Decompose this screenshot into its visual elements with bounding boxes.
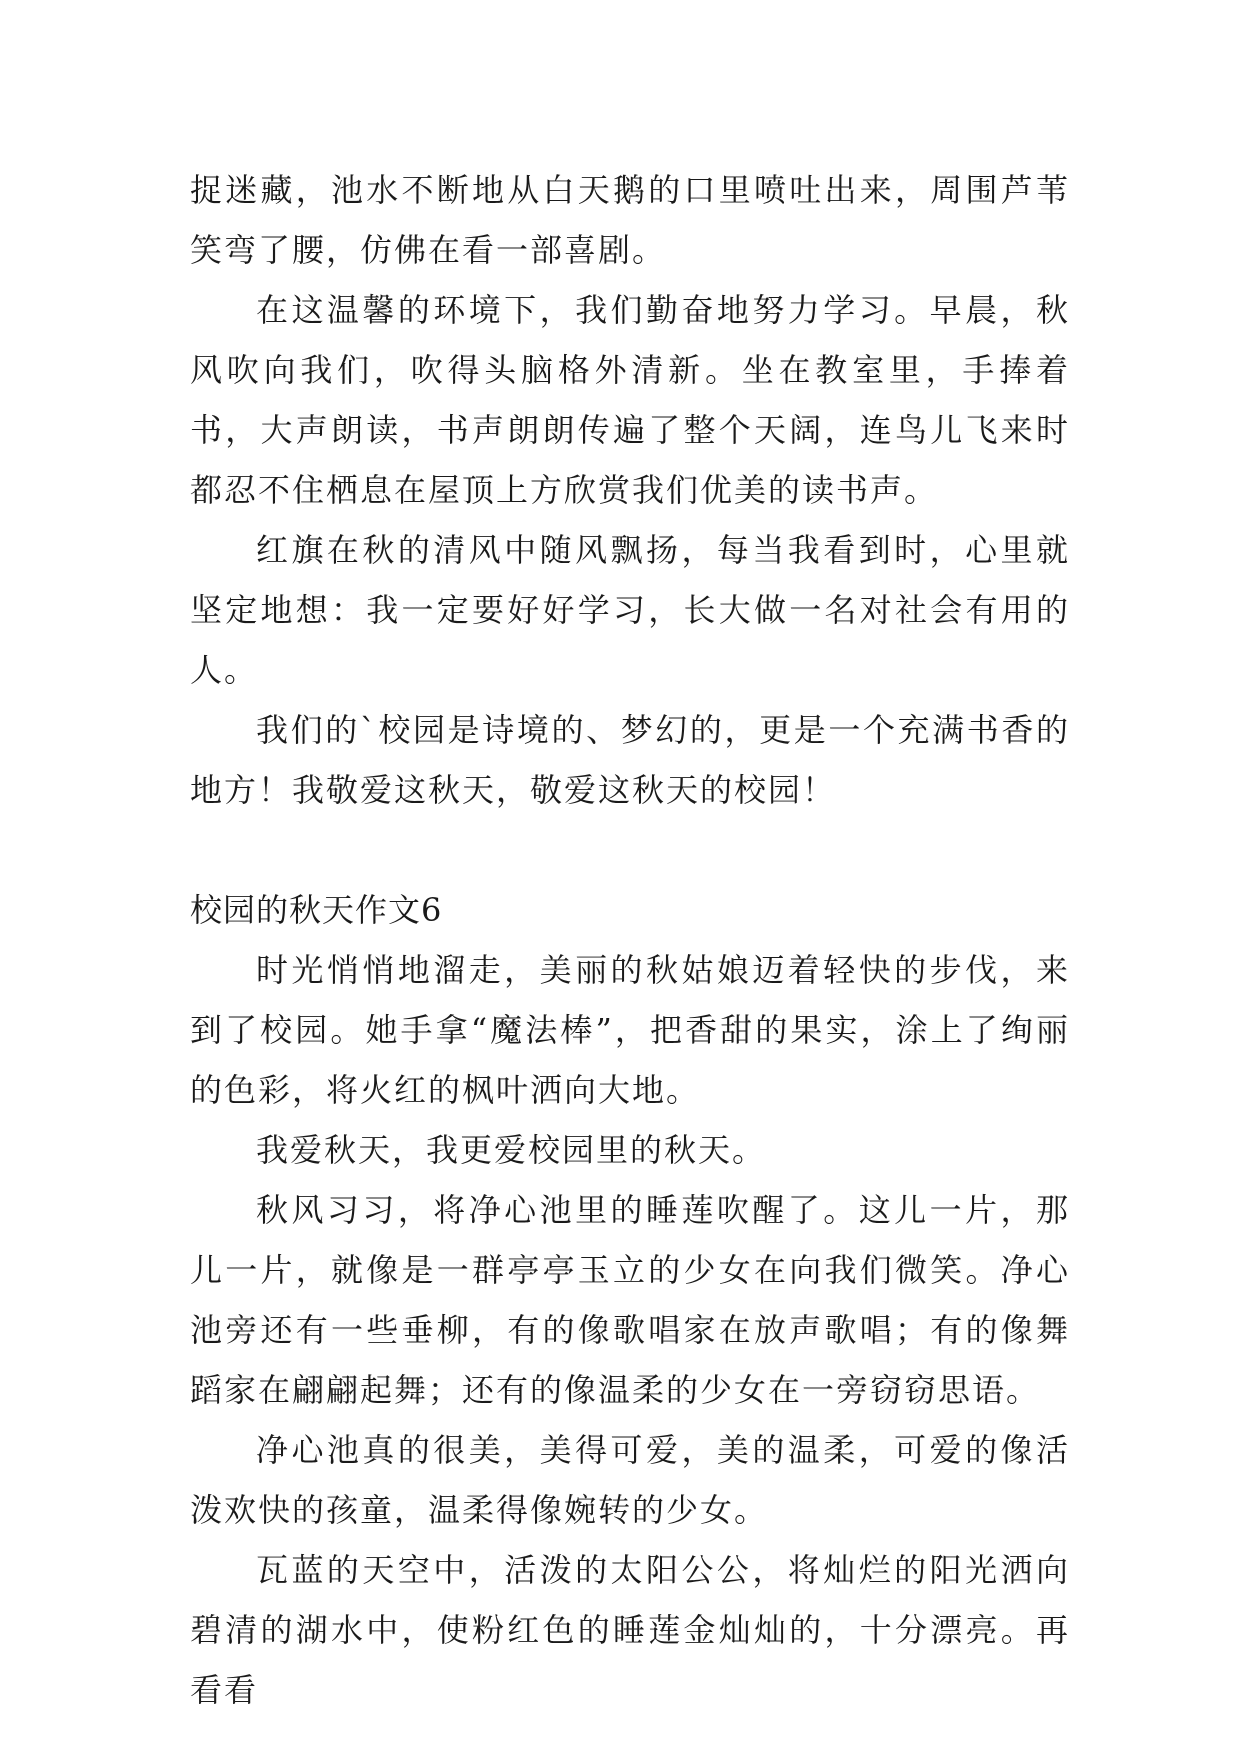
paragraph: 秋风习习，将净心池里的睡莲吹醒了。这儿一片，那儿一片，就像是一群亭亭玉立的少女在向我们微笑。净心池旁还有一些垂柳，有的像歌唱家在放声歌唱；有的像舞蹈家在翩翩起舞；还有的像温柔的少女在一旁窃窃思语。 bbox=[190, 1191, 1070, 1409]
paragraph: 我们的`校园是诗境的、梦幻的，更是一个充满书香的地方！我敬爱这秋天，敬爱这秋天的校园！ bbox=[190, 711, 1070, 809]
paragraph-continued: 捉迷藏，池水不断地从白天鹅的口里喷吐出来，周围芦苇笑弯了腰，仿佛在看一部喜剧。 bbox=[190, 171, 1070, 269]
paragraph: 时光悄悄地溜走，美丽的秋姑娘迈着轻快的步伐，来到了校园。她手拿“魔法棒”，把香甜的果实，涂上了绚丽的色彩，将火红的枫叶洒向大地。 bbox=[190, 951, 1070, 1109]
paragraph: 我爱秋天，我更爱校园里的秋天。 bbox=[256, 1131, 767, 1169]
paragraph: 净心池真的很美，美得可爱，美的温柔，可爱的像活泼欢快的孩童，温柔得像婉转的少女。 bbox=[190, 1431, 1070, 1529]
paragraph: 红旗在秋的清风中随风飘扬，每当我看到时，心里就坚定地想：我一定要好好学习，长大做一名对社会有用的人。 bbox=[190, 531, 1070, 689]
paragraph: 在这温馨的环境下，我们勤奋地努力学习。早晨，秋风吹向我们，吹得头脑格外清新。坐在教室里，手捧着书，大声朗读，书声朗朗传遍了整个天阔，连鸟儿飞来时都忍不住栖息在屋顶上方欣赏我们优美的读书声。 bbox=[190, 291, 1070, 509]
paragraph: 瓦蓝的天空中，活泼的太阳公公，将灿烂的阳光洒向碧清的湖水中，使粉红色的睡莲金灿灿的，十分漂亮。再看看 bbox=[190, 1551, 1070, 1709]
section-title: 校园的秋天作文6 bbox=[190, 891, 443, 929]
section-gap bbox=[190, 820, 1070, 880]
text-column bbox=[190, 160, 1070, 1720]
